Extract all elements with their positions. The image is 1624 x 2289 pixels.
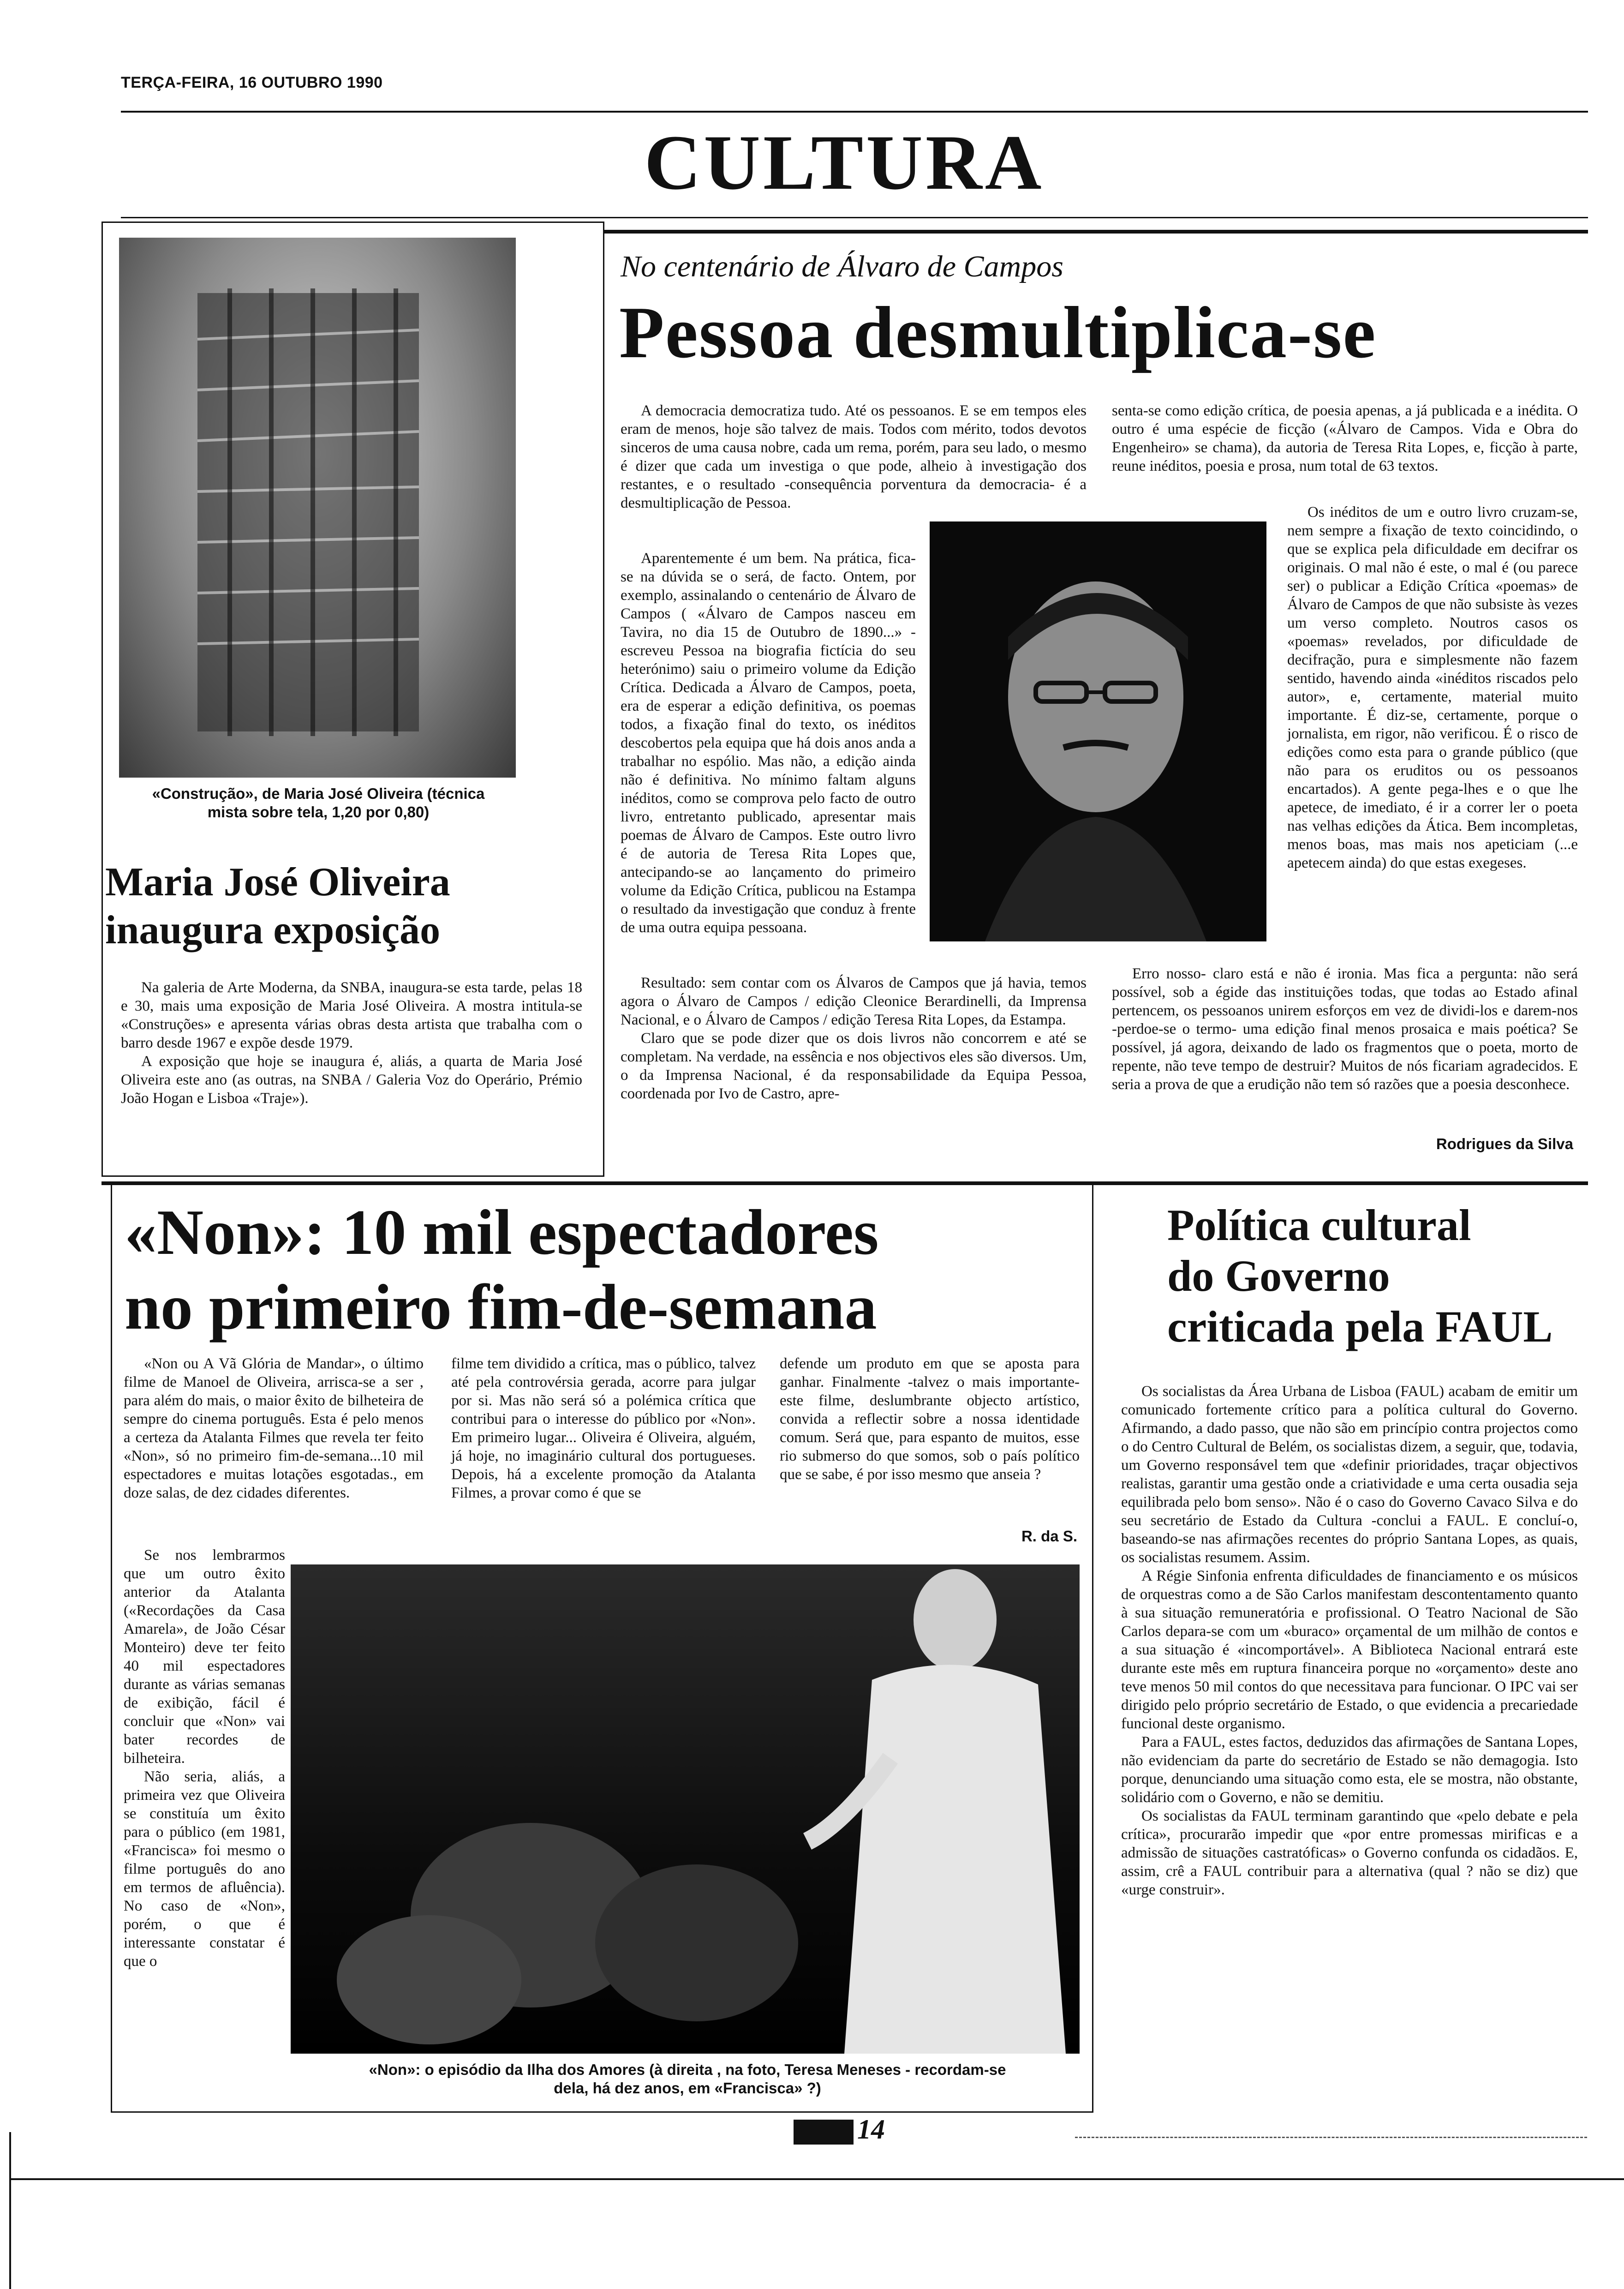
- non-photo-caption: «Non»: o episódio da Ilha dos Amores (à direita , na foto, Teresa Meneses - recordam-se dela, há dez anos, em «Francisca» ?): [369, 2061, 1006, 2097]
- faul-headline-line2: do Governo: [1167, 1251, 1390, 1300]
- pessoa-paragraph: Claro que se pode dizer que os dois livros não concorrem e até se completam. Na verdade, na essência e nos objectivos eles são diversos. Um, o da Imprensa Nacional, é da responsabilidade da Equipa Pessoa, coordenada por Ivo de Castro, apre-: [621, 1030, 1087, 1102]
- page-number: [794, 2114, 885, 2145]
- dateline: TERÇA-FEIRA, 16 OUTUBRO 1990: [121, 74, 383, 91]
- pessoa-col1-mid: [621, 549, 916, 937]
- non-paragraph: Não seria, aliás, a primeira vez que Oliveira se constituía um êxito para o público (em 1981, «Francisca» foi mesmo o filme português do ano em termos de afluência). No caso de «Non», porém, o que é interessante constatar é que o: [124, 1768, 285, 1970]
- pessoa-paragraph: senta-se como edição crítica, de poesia apenas, a já publicada e a inédita. O outro é uma espécie de ficção («Álvaro de Campos. Vida e Obra do Engenheiro» se chama), da autoria de Teresa Rita Lopes, e, ficção à parte, reune inéditos, poesia e prosa, num total de 63 textos.: [1112, 402, 1578, 474]
- pessoa-paragraph: Erro nosso- claro está e não é ironia. Mas fica a pergunta: não será possível, sob a égide das instituições todas, que todas ao Estado afinal pertencem, os pessoanos unirem esforços em vez de dividi-los e darem-nos -perdoe-se o termo- uma edição final menos prosaica e mais poética? Se possível, já agora, deixando de lado os fragmentos que o poeta, morto de repente, não teve tempo de destruir? Muitos de nós ficariam agradecidos. E seria a prova de que a erudição não tem só razões que a poesia desconhece.: [1112, 965, 1578, 1093]
- faul-paragraph: A Régie Sinfonia enfrenta dificuldades de financiamento e os músicos de orquestras como a de São Carlos manifestam descontentamento quanto à sua situação remuneratória e profissional. O Teatro Nacional de São Carlos depara-se com um «buraco» orçamental de um milhão de contos e a sua situação é «incomportável». A Biblioteca Nacional entrará este durante este mês em ruptura financeira porque no «orçamento» deste ano teve menos 50 mil contos do que necessitava para funcionar. O IPC vai ser dirigido pelo próprio secretário de Estado, o que evidencia a precariedade funcional deste organismo.: [1121, 1568, 1578, 1732]
- page-number-value: 14: [857, 2114, 885, 2145]
- non-signature: R. da S.: [1021, 1528, 1077, 1545]
- newspaper-logo-icon: [794, 2120, 854, 2145]
- pessoa-paragraph: Os inéditos de um e outro livro cruzam-se, nem sempre a fixação de texto coincidindo, o que se explica pela dificuldade em decifrar os originais. O mal não é este, o mal é (ou parece ser) o publicar a Edição Crítica «poemas» de Álvaro de Campos de que não subsiste às vezes um verso completo. Noutros casos os «poemas» revelados, por dificuldade de decifração, pura e simplesmente não fazem sentido, havendo ainda «inéditos riscados pelo autor», e, certamente, material muito importante. É diz-se, certamente, porque o jornalista, em rigor, não verificou. É o risco de edições como esta para o grande público (que não para os eruditos ou os pessoanos encartados). A gente pega-lhes e o que lhe apetece, de imediato, é ir a correr ler o poeta nas velhas edições da Ática. Bem incompletas, menos boas, mas mais nos apeticiam (...e apetecem ainda) do que estas exegeses.: [1287, 504, 1578, 871]
- faul-headline-line1: Política cultural: [1167, 1200, 1471, 1250]
- non-col1: [124, 1354, 424, 1502]
- header-rule: [121, 111, 1588, 113]
- footer-dashed-rule: [1075, 2137, 1587, 2138]
- pessoa-top-rule: [604, 230, 1588, 234]
- non-col3: [780, 1354, 1080, 1484]
- faul-paragraph: Para a FAUL, estes factos, deduzidos das afirmações de Santana Lopes, não evidenciam da parte do secretário de Estado se não demagogia. Isto porque, denunciando uma situação como esta, ele se mostra, não obstante, solidário com o Governo, e não se demitiu.: [1121, 1734, 1578, 1806]
- non-headline-line1: «Non»: 10 mil espectadores: [125, 1197, 879, 1268]
- faul-paragraph: Os socialistas da FAUL terminam garantindo que «pelo debate e pela crítica», procurarão impedir que «por entre promessas mirificas e a admissão de situações castratóficas» o Governo confunda os cidadãos. E, assim, crê a FAUL contribuir para a alternativa (qual ? não se diz) que «urge construir».: [1121, 1808, 1578, 1898]
- faul-body: [1121, 1382, 1578, 1899]
- exhibit-photo-caption: «Construção», de Maria José Oliveira (técnica mista sobre tela, 1,20 por 0,80): [152, 785, 485, 821]
- faul-headline-line3: criticada pela FAUL: [1167, 1302, 1553, 1351]
- non-col1-narrow: [124, 1546, 285, 1971]
- exhibit-headline-line1: Maria José Oliveira: [105, 860, 450, 905]
- pessoa-headline: Pessoa desmultiplica-se: [619, 291, 1377, 373]
- section-title: CULTURA: [644, 119, 1045, 206]
- non-film-still-image: [291, 1564, 1080, 2054]
- exhibit-headline-line2: inaugura exposição: [105, 908, 441, 953]
- pessoa-col1-top: [621, 401, 1087, 512]
- construcao-painting-image: [119, 238, 516, 778]
- pessoa-paragraph: Aparentemente é um bem. Na prática, fica-se na dúvida se o será, de facto. Ontem, por exemplo, assinalando o centenário de Álvaro de Campos ( «Álvaro de Campos nasceu em Tavira, no dia 15 de Outubro de 1890...» -escreveu Pessoa na biografia fictícia do seu heterónimo) saiu o primeiro volume da Edição Crítica. Dedicada a Álvaro de Campos, poeta, era de esperar a edição definitiva, os poemas todos, a fixação final do texto, os inéditos descobertos pela equipa que há dois anos anda a trabalhar no espólio. Mas não, a edição ainda não é definitiva. No mínimo faltam alguns inéditos, como se comprova pelo facto de outro livro, entretanto publicado, apresentar mais poemas de Álvaro de Campos. Este outro livro é de autoria de Teresa Rita Lopes que, antecipando-se ao lançamento do primeiro volume da Edição Crítica, publicou na Estampa o resultado da investigação que conduz à frente de uma outra equipa pessoana.: [621, 550, 916, 936]
- header-rule-2: [121, 217, 1588, 218]
- non-paragraph: defende um produto em que se aposta para ganhar. Finalmente -talvez o mais importante- este filme, deslumbrante objecto artístico, convida a reflectir sobre a nossa identidade comum. Será que, para espanto de muitos, esse rio submerso do que somos, sob o país político que se sabe, é por isso mesmo que anseia ?: [780, 1355, 1080, 1483]
- exhibit-body: [121, 978, 582, 1108]
- non-headline-line2: no primeiro fim-de-semana: [125, 1271, 877, 1343]
- pessoa-col2-top: [1112, 401, 1578, 475]
- pessoa-paragraph: Resultado: sem contar com os Álvaros de Campos que já havia, temos agora o Álvaro de Campos / edição Cleonice Berardinelli, da Imprensa Nacional, e o Álvaro de Campos / edição Teresa Rita Lopes, da Estampa.: [621, 975, 1087, 1028]
- non-headline: [125, 1195, 1084, 1345]
- non-paragraph: «Non ou A Vã Glória de Mandar», o último filme de Manoel de Oliveira, arrisca-se a ser , para além do mais, o maior êxito de bilheteira de sempre do cinema português. Esta é pelo menos a certeza da Atalanta Filmes que revela ter feito «Non», só no primeiro fim-de-semana...10 mil espectadores e muitas lotações esgotadas., em doze salas, de dez cidades diferentes.: [124, 1355, 424, 1501]
- non-paragraph: Se nos lembrarmos que um outro êxito anterior da Atalanta («Recordações da Casa Amarela», de João César Monteiro) deve ter feito 40 mil espectadores durante as várias semanas de exibição, fácil é concluir que «Non» vai bater recordes de bilheteira.: [124, 1547, 285, 1767]
- exhibit-paragraph: A exposição que hoje se inaugura é, aliás, a quarta de Maria José Oliveira este ano (as outras, na SNBA / Galeria Voz do Operário, Prémio João Hogan e Lisboa «Traje»).: [121, 1053, 582, 1107]
- pessoa-col2-mid: [1287, 503, 1578, 872]
- page-left-edge: [9, 2132, 11, 2289]
- pessoa-kicker: No centenário de Álvaro de Campos: [621, 250, 1063, 283]
- alvaro-de-campos-portrait-image: [930, 521, 1266, 941]
- mid-rule: [102, 1181, 1588, 1185]
- page-bottom-edge: [9, 2178, 1624, 2180]
- exhibit-headline: [105, 858, 594, 954]
- pessoa-signature: Rodrigues da Silva: [1436, 1135, 1573, 1152]
- pessoa-col2-bottom: [1112, 965, 1578, 1094]
- non-paragraph: filme tem dividido a crítica, mas o público, talvez até pela controvérsia gerada, acorre para julgar por si. Mas não será só a polémica crítica que contribui para o interesse do público por «Non». Em primeiro lugar... Oliveira é Oliveira, alguém, já hoje, no imaginário cultural dos portugueses. Depois, há a excelente promoção da Atalanta Filmes, a provar como é que se: [451, 1355, 756, 1501]
- non-col2: [451, 1354, 756, 1502]
- faul-headline: [1167, 1200, 1582, 1352]
- pessoa-paragraph: A democracia democratiza tudo. Até os pessoanos. E se em tempos eles eram de menos, hoje são talvez de mais. Todos com mérito, todos devotos sinceros de uma causa nobre, cada um rema, porém, para seu lado, o mesmo é dizer que cada um investiga o que pode, alheio à investigação dos restantes, e o resultado -consequência porventura da democracia- é a desmultiplicação de Pessoa.: [621, 402, 1087, 511]
- exhibit-paragraph: Na galeria de Arte Moderna, da SNBA, inaugura-se esta tarde, pelas 18 e 30, mais uma exposição de Maria José Oliveira. A mostra intitula-se «Construções» e apresenta várias obras desta artista que trabalha com o barro desde 1967 e expõe desde 1979.: [121, 979, 582, 1051]
- faul-paragraph: Os socialistas da Área Urbana de Lisboa (FAUL) acabam de emitir um comunicado fortemente crítico para a política cultural do Governo. Afirmando, a dado passo, que não são em princípio contra projectos como o do Centro Cultural de Belém, os socialistas dizem, a seguir, que, todavia, um Governo responsável tem que «definir prioridades, traçar objectivos realistas, garantir uma gestão onde a criatividade e uma certa ousadia seja equilibrada pelo bom senso». Não é o caso do Governo Cavaco Silva e do seu secretário de Estado da Cultura -conclui a FAUL. E concluí-o, baseando-se nas afirmações recentes do próprio Santana Lopes, as quais, os socialistas resumem. Assim.: [1121, 1383, 1578, 1566]
- pessoa-col1-bottom: [621, 974, 1087, 1103]
